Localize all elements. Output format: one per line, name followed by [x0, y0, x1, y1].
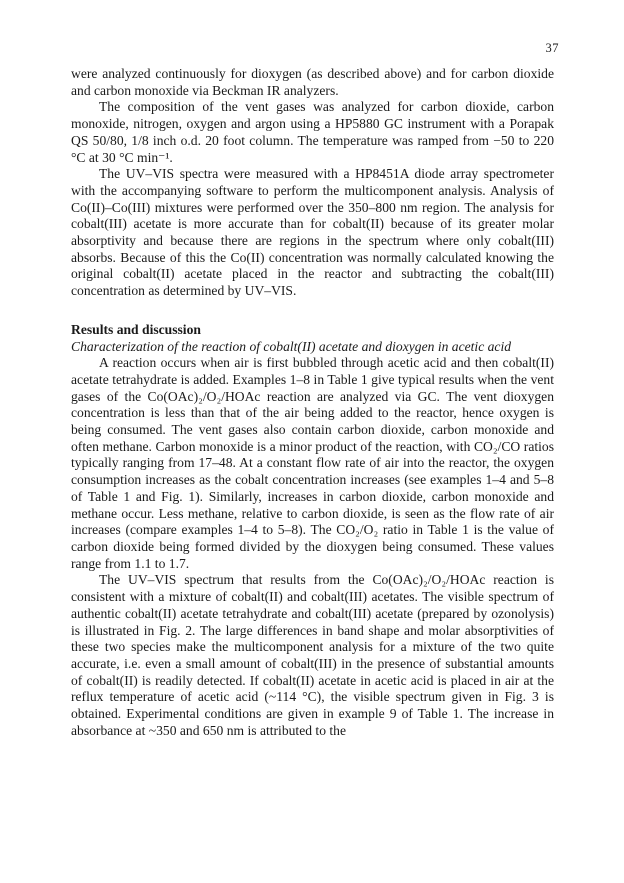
section-heading: Results and discussion [71, 321, 201, 337]
paragraph-reaction-results: A reaction occurs when air is first bubbled through acetic acid and then cobalt(II) acetate tetrahydrate is added. Examples 1–8 in Table 1 give typical results when the vent gases of the Co(OAc)₂/O₂/HOAc reaction are analyzed via GC. The vent dioxygen concentration is less than that of the air being added to the reactor, hence oxygen is being consumed. The vent gases also contain carbon dioxide, carbon monoxide and often methane. Carbon monoxide is a minor product of the reaction, with CO₂/CO ratios typically ranging from 17–48. At a constant flow rate of air into the reactor, the oxygen consumption increases as the cobalt concentration increases (see examples 1–4 and 5–8 of Table 1 and Fig. 1). Similarly, increases in carbon dioxide, carbon monoxide and methane occur. Less methane, relative to carbon dioxide, is seen as the flow rate of air increases (compare examples 1–4 to 5–8). The CO₂/O₂ ratio in Table 1 is the value of carbon dioxide being formed divided by the dioxygen being consumed. These values range from 1.1 to 1.7. [71, 355, 554, 571]
paragraph-continued: were analyzed continuously for dioxygen (as described above) and for carbon dioxide and carbon monoxide via Beckman IR analyzers. [71, 66, 554, 98]
paragraph-vent-gas-composition: The composition of the vent gases was analyzed for carbon dioxide, carbon monoxide, nitrogen, oxygen and argon using a HP5880 GC instrument with a Porapak QS 50/80, 1/8 inch o.d. 20 foot column. The temperature was ramped from −50 to 220 °C at 30 °C min⁻¹. [71, 99, 554, 165]
paragraph-uv-vis-methods: The UV–VIS spectra were measured with a HP8451A diode array spectrometer with the accompanying software to perform the multicomponent analysis. Analysis of Co(II)–Co(III) mixtures were performed over the 350–800 nm region. The analysis for cobalt(III) acetate is more accurate than for cobalt(II) because of its greater molar absorptivity and because there are regions in the spectrum where only cobalt(III) absorbs. Because of this the Co(II) concentration was normally calculated knowing the original cobalt(II) acetate placed in the reactor and subtracting the cobalt(III) concentration as determined by UV–VIS. [71, 166, 554, 299]
page-number: 37 [545, 41, 559, 55]
subsection-heading: Characterization of the reaction of cobalt(II) acetate and dioxygen in acetic acid [71, 338, 512, 354]
body-text [71, 66, 554, 739]
paragraph-uv-vis-spectrum: The UV–VIS spectrum that results from the Co(OAc)₂/O₂/HOAc reaction is consistent with a mixture of cobalt(II) and cobalt(III) acetates. The visible spectrum of authentic cobalt(II) acetate tetrahydrate and cobalt(III) acetate (prepared by ozonolysis) is illustrated in Fig. 2. The large differences in band shape and molar absorptivities of these two species make the multicomponent analysis for a mixture of the two quite accurate, i.e. even a small amount of cobalt(III) in the presence of substantial amounts of cobalt(II) is readily detected. If cobalt(II) acetate in acetic acid is placed in air at the reflux temperature of acetic acid (~114 °C), the visible spectrum given in Fig. 3 is obtained. Experimental conditions are given in example 9 of Table 1. The increase in absorbance at ~350 and 650 nm is attributed to the [71, 572, 554, 738]
